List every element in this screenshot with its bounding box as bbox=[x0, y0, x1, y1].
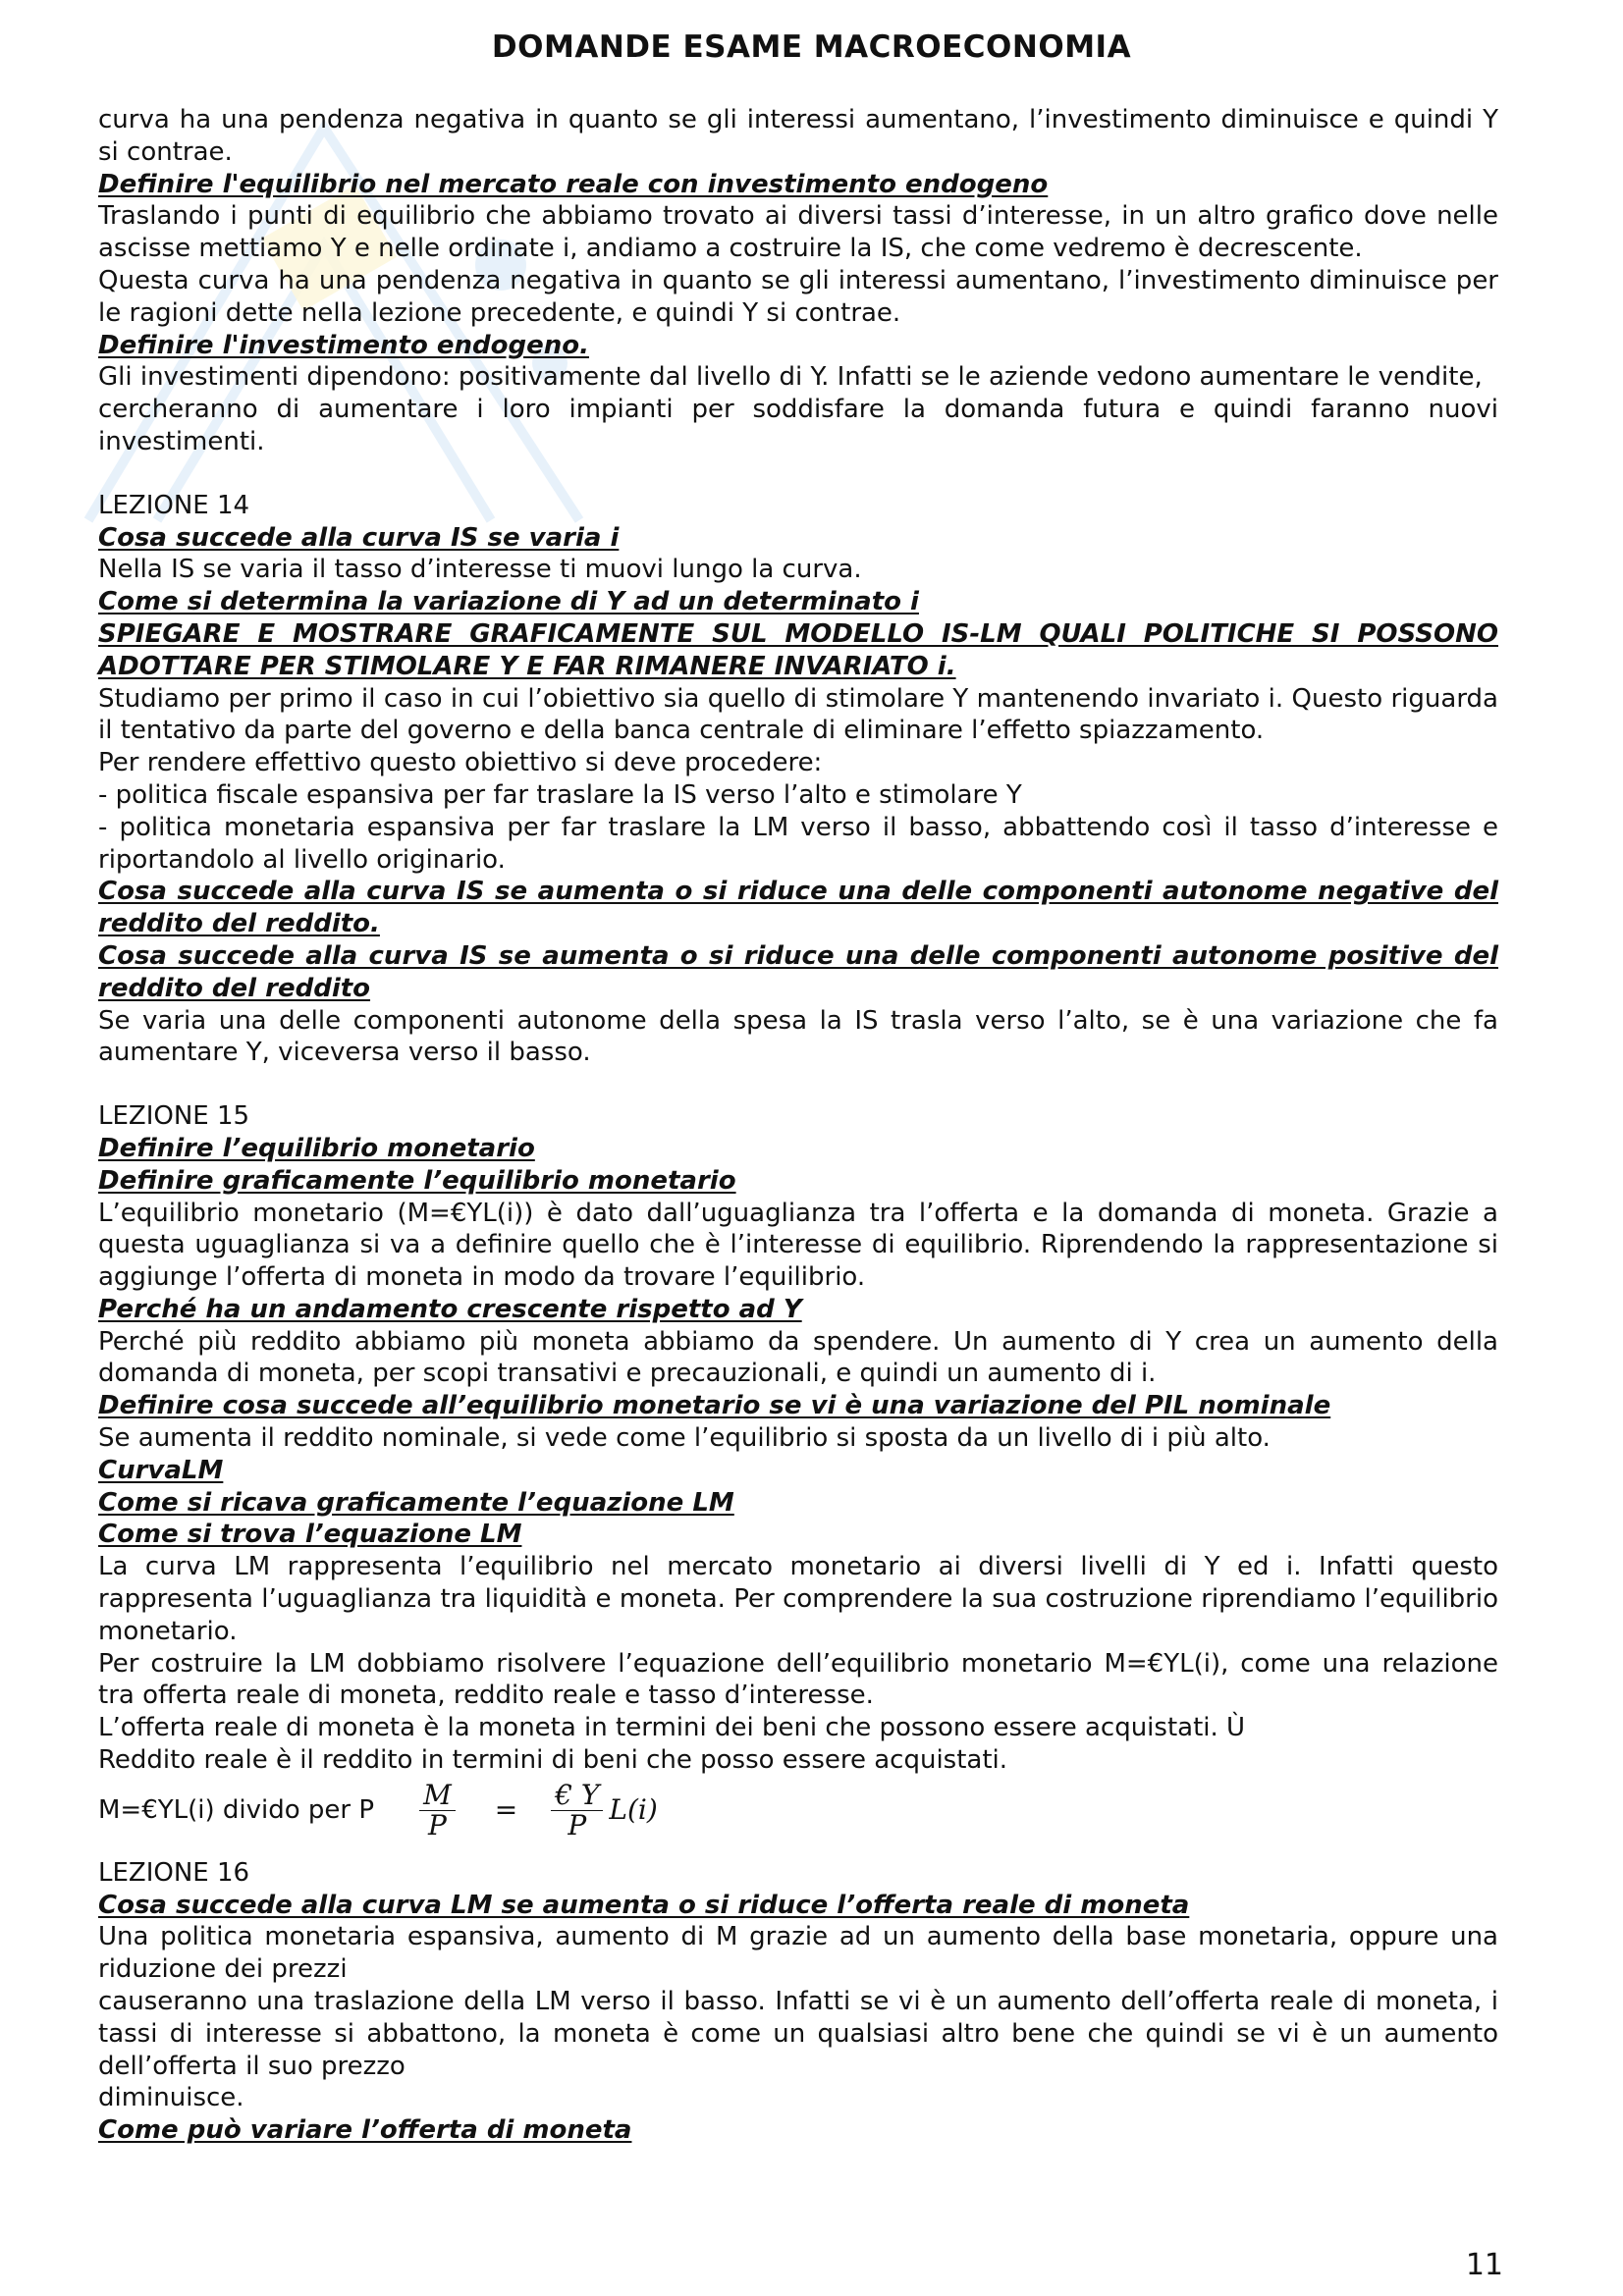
body-paragraph: causeranno una traslazione della LM verso il basso. Infatti se vi è un aumento dell’offerta reale di moneta, i tassi di interesse si abbattono, la moneta è come un qualsiasi altro bene che quindi se vi è un aumento dell’offerta il suo prezzo bbox=[98, 1987, 1498, 2081]
body-paragraph: diminuisce. bbox=[98, 2083, 244, 2113]
body-paragraph: LEZIONE 16 bbox=[98, 1857, 250, 1888]
question-heading: Cosa succede alla curva IS se aumenta o si riduce una delle componenti autonome negative del reddito del reddito. bbox=[98, 877, 1498, 939]
fraction-ey-over-p bbox=[551, 1781, 603, 1841]
body-paragraph: - politica fiscale espansiva per far traslare la IS verso l’alto e stimolare Y bbox=[98, 779, 1022, 810]
body-paragraph: Se aumenta il reddito nominale, si vede come l’equilibrio si sposta da un livello di i più alto. bbox=[98, 1423, 1271, 1454]
body-paragraph: Per rendere effettivo questo obiettivo si deve procedere: bbox=[98, 748, 823, 778]
fraction-numerator: € Y bbox=[555, 1779, 600, 1812]
fraction-denominator: P bbox=[568, 1809, 587, 1842]
page-header: DOMANDE ESAME MACROECONOMIA bbox=[491, 29, 1132, 65]
question-heading: Come si ricava graficamente l’equazione LM bbox=[98, 1487, 734, 1518]
question-heading: Come si determina la variazione di Y ad un determinato i bbox=[98, 587, 919, 617]
body-paragraph: La curva LM rappresenta l’equilibrio nel mercato monetario ai diversi livelli di Y ed i. Infatti questo rappresenta l’uguaglianza tra liquidità e moneta. Per comprendere la sua costruzione riprendiamo l’equilibrio monetario. bbox=[98, 1552, 1498, 1646]
question-heading: SPIEGARE E MOSTRARE GRAFICAMENTE SUL MODELLO IS-LM QUALI POLITICHE SI POSSONO ADOTTARE PER STIMOLARE Y E FAR RIMANERE INVARIATO i. bbox=[98, 618, 1498, 681]
body-paragraph: Una politica monetaria espansiva, aumento di M grazie ad un aumento della base monetaria, oppure una riduzione dei prezzi bbox=[98, 1922, 1498, 1985]
liquidity-function: L(i) bbox=[609, 1793, 658, 1827]
page-number: 11 bbox=[1465, 2248, 1503, 2282]
body-paragraph: curva ha una pendenza negativa in quanto se gli interessi aumentano, l’investimento diminuisce e quindi Y si contrae. bbox=[98, 105, 1498, 167]
body-paragraph: Gli investimenti dipendono: positivamente dal livello di Y. Infatti se le aziende vedono aumentare le vendite, bbox=[98, 362, 1483, 393]
document-body bbox=[98, 104, 1498, 2147]
question-heading: Come si trova l’equazione LM bbox=[98, 1520, 522, 1550]
spacer bbox=[98, 1069, 1498, 1100]
spacer bbox=[98, 458, 1498, 490]
question-heading: Definire cosa succede all’equilibrio monetario se vi è una variazione del PIL nominale bbox=[98, 1391, 1331, 1421]
fraction-numerator: M bbox=[423, 1779, 452, 1812]
body-paragraph: Se varia una delle componenti autonome della spesa la IS trasla verso l’alto, se è una variazione che fa aumentare Y, viceversa verso il basso. bbox=[98, 1005, 1498, 1068]
body-paragraph: Traslando i punti di equilibrio che abbiamo trovato ai diversi tassi d’interesse, in un altro grafico dove nelle ascisse mettiamo Y e nelle ordinate i, andiamo a costruire la IS, che come vedremo è decrescente. bbox=[98, 201, 1498, 264]
fraction-m-over-p bbox=[419, 1781, 456, 1841]
formula-text: M=€YL(i) divido per P bbox=[98, 1795, 375, 1826]
body-paragraph: Reddito reale è il reddito in termini di beni che posso essere acquistati. bbox=[98, 1745, 1008, 1776]
question-heading: Definire l'investimento endogeno. bbox=[98, 330, 589, 360]
fraction-denominator: P bbox=[427, 1809, 447, 1842]
question-heading: CurvaLM bbox=[98, 1455, 224, 1485]
body-paragraph: LEZIONE 14 bbox=[98, 490, 250, 520]
body-paragraph: - politica monetaria espansiva per far traslare la LM verso il basso, abbattendo così il tasso d’interesse e riportandolo al livello originario. bbox=[98, 812, 1498, 875]
body-paragraph: L’equilibrio monetario (M=€YL(i)) è dato dall’uguaglianza tra l’offerta e la domanda di moneta. Grazie a questa uguaglianza si va a definire quello che è l’interesse di equilibrio. Riprendendo la rappresentazione si aggiunge l’offerta di moneta in modo da trovare l’equilibrio. bbox=[98, 1198, 1498, 1293]
question-heading: Cosa succede alla curva IS se varia i bbox=[98, 522, 620, 553]
body-paragraph: Questa curva ha una pendenza negativa in quanto se gli interessi aumentano, l’investimento diminuisce per le ragioni dette nella lezione precedente, e quindi Y si contrae. bbox=[98, 265, 1498, 328]
lm-formula bbox=[98, 1779, 1498, 1843]
body-paragraph: Per costruire la LM dobbiamo risolvere l’equazione dell’equilibrio monetario M=€YL(i), come una relazione tra offerta reale di moneta, reddito reale e tasso d’interesse. bbox=[98, 1648, 1498, 1711]
question-heading: Definire graficamente l’equilibrio monetario bbox=[98, 1165, 736, 1196]
body-paragraph: L’offerta reale di moneta è la moneta in termini dei beni che possono essere acquistati. Ù bbox=[98, 1713, 1246, 1743]
body-paragraph: Nella IS se varia il tasso d’interesse ti muovi lungo la curva. bbox=[98, 555, 862, 585]
body-paragraph: Perché più reddito abbiamo più moneta abbiamo da spendere. Un aumento di Y crea un aumento della domanda di moneta, per scopi transativi e precauzionali, e quindi un aumento di i. bbox=[98, 1326, 1498, 1389]
question-heading: Cosa succede alla curva IS se aumenta o si riduce una delle componenti autonome positive del reddito del reddito bbox=[98, 940, 1498, 1003]
question-heading: Come può variare l’offerta di moneta bbox=[98, 2115, 632, 2146]
body-paragraph: Studiamo per primo il caso in cui l’obiettivo sia quello di stimolare Y mantenendo invariato i. Questo riguarda il tentativo da parte del governo e della banca centrale di eliminare l’effetto spiazzamento. bbox=[98, 683, 1498, 746]
question-heading: Cosa succede alla curva LM se aumenta o si riduce l’offerta reale di moneta bbox=[98, 1890, 1190, 1920]
body-paragraph: LEZIONE 15 bbox=[98, 1101, 250, 1132]
question-heading: Definire l’equilibrio monetario bbox=[98, 1133, 535, 1163]
equals-sign: = bbox=[494, 1793, 518, 1827]
question-heading: Perché ha un andamento crescente rispetto ad Y bbox=[98, 1294, 802, 1324]
body-paragraph: cercheranno di aumentare i loro impianti per soddisfare la domanda futura e quindi faranno nuovi investimenti. bbox=[98, 395, 1498, 456]
question-heading: Definire l'equilibrio nel mercato reale con investimento endogeno bbox=[98, 169, 1049, 199]
